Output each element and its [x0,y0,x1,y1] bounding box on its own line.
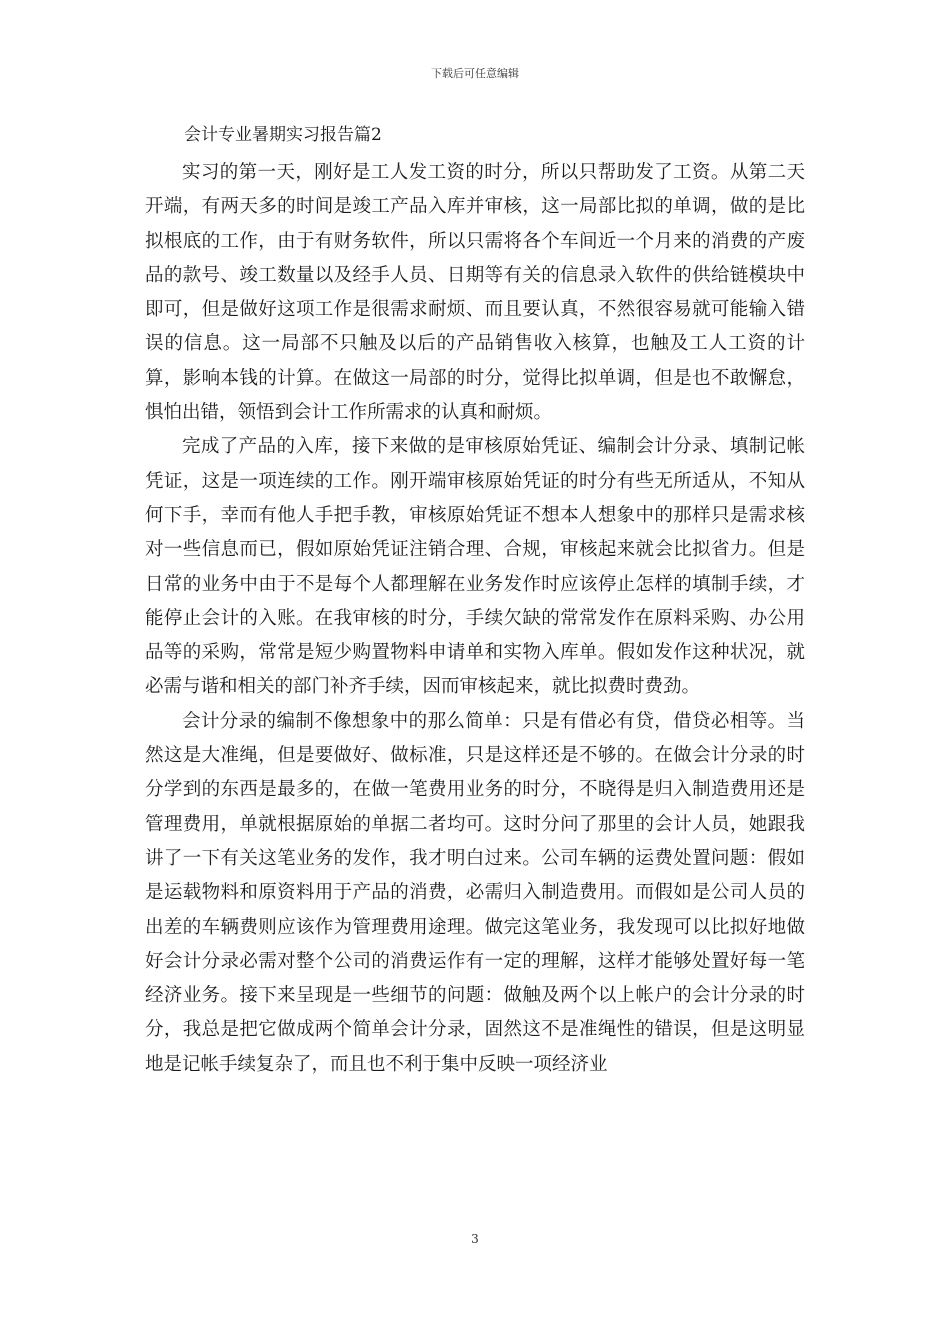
page-number: 3 [471,1232,479,1246]
paragraph-3: 会计分录的编制不像想象中的那么简单：只是有借必有贷，借贷必相等。当然这是大准绳，但是要做好、做标准，只是这样还是不够的。在做会计分录的时分学到的东西是最多的，在做一笔费用业务的时分，不晓得是归入制造费用还是管理费用，单就根据原始的单据二者均可。这时分问了那里的会计人员，她跟我讲了一下有关这笔业务的发作，我才明白过来。公司车辆的运费处置问题：假如是运载物料和原资料用于产品的消费，必需归入制造费用。而假如是公司人员的出差的车辆费则应该作为管理费用途理。做完这笔业务，我发现可以比拟好地做好会计分录必需对整个公司的消费运作有一定的理解，这样才能够处置好每一笔经济业务。接下来呈现是一些细节的问题：做触及两个以上帐户的会计分录的时分，我总是把它做成两个简单会计分录，固然这不是准绳性的错误，但是这明显地是记帐手续复杂了，而且也不利于集中反映一项经济业 [145,710,805,1075]
paragraph-1: 实习的第一天，刚好是工人发工资的时分，所以只帮助发了工资。从第二天开端，有两天多的时间是竣工产品入库并审核，这一局部比拟的单调，做的是比拟根底的工作，由于有财务软件，所以只需将各个车间近一个月来的消费的产废品的款号、竣工数量以及经手人员、日期等有关的信息录入软件的供给链模块中即可，但是做好这项工作是很需求耐烦、而且要认真，不然很容易就可能输入错误的信息。这一局部不只触及以后的产品销售收入核算，也触及工人工资的计算，影响本钱的计算。在做这一局部的时分，觉得比拟单调，但是也不敢懈怠，惧怕出错，领悟到会计工作所需求的认真和耐烦。 [145,162,805,424]
document-title: 会计专业暑期实习报告篇2 [184,125,382,145]
paragraph-2: 完成了产品的入库，接下来做的是审核原始凭证、编制会计分录、填制记帐凭证，这是一项连续的工作。刚开端审核原始凭证的时分有些无所适从，不知从何下手，幸而有他人手把手教，审核原始凭证不想本人想象中的那样只是需求核对一些信息而已，假如原始凭证注销合理、合规，审核起来就会比拟省力。但是日常的业务中由于不是每个人都理解在业务发作时应该停止怎样的填制手续，才能停止会计的入账。在我审核的时分，手续欠缺的常常发作在原料采购、办公用品等的采购，常常是短少购置物料申请单和实物入库单。假如发作这种状况，就必需与谐和相关的部门补齐手续，因而审核起来，就比拟费时费劲。 [145,436,805,698]
page-header: 下载后可任意编辑 [431,67,519,80]
document-body [145,156,805,1082]
